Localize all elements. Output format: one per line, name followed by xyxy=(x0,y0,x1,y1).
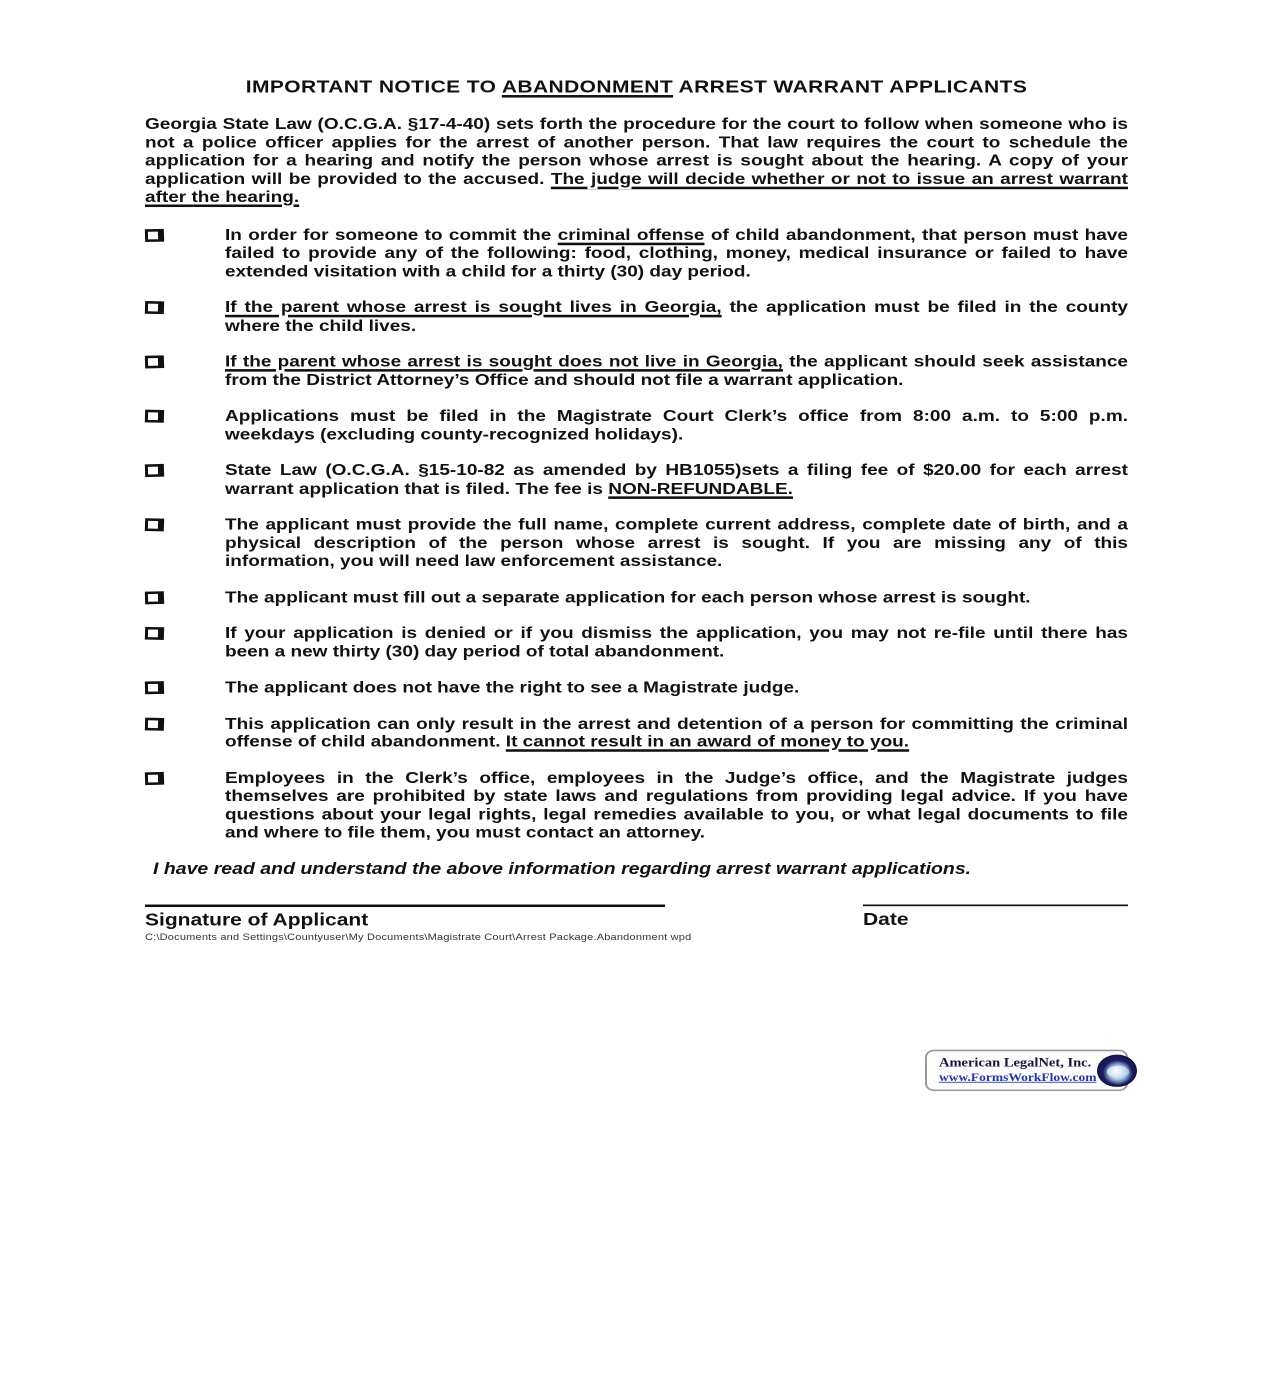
bullet-marker-column xyxy=(145,226,225,281)
signature-section xyxy=(145,905,1128,943)
bullet-marker-column xyxy=(145,462,225,498)
checkbox-icon xyxy=(145,717,164,730)
bullet-text xyxy=(225,715,1128,751)
underlined-text-segment: It cannot result in an award of money to you. xyxy=(505,733,910,751)
intro-paragraph xyxy=(145,115,1128,206)
bullet-text xyxy=(225,226,1128,281)
bullet-marker-column xyxy=(145,299,225,335)
bullet-marker-column xyxy=(145,624,225,660)
bullet-marker-column xyxy=(145,588,225,606)
text-segment: State Law (O.C.G.A. §15-10-82 as amended by HB1055)sets a filing fee of $20.00 for each arrest warrant application that is filed. The fee is xyxy=(225,461,1128,498)
bullet-marker-column xyxy=(145,679,225,697)
text-segment: If your application is denied or if you dismiss the application, you may not re-file until there has been a new thirty (30) day period of total abandonment. xyxy=(225,624,1128,661)
bullet-text xyxy=(225,353,1128,389)
bullet-text xyxy=(225,679,1128,697)
bullet-item xyxy=(145,226,1128,281)
text-segment: The applicant must provide the full name, complete current address, complete date of birth, and a physical description of the person whose arrest is sought. If you are missing any of this information, you will need law enforcement assistance. xyxy=(225,515,1128,571)
bullet-marker-column xyxy=(145,715,225,751)
underlined-text-segment: ABANDONMENT xyxy=(501,77,674,97)
text-segment: Employees in the Clerk’s office, employees in the Judge’s office, and the Magistrate judges themselves are prohibited by state laws and regulations from providing legal advice. If you have questions about your legal rights, legal remedies available to you, or what legal documents to file and where to file them, you must contact an attorney. xyxy=(225,769,1128,842)
checkbox-icon xyxy=(145,410,164,423)
bullet-text xyxy=(225,624,1128,660)
bullet-item xyxy=(145,624,1128,660)
text-segment: The applicant must fill out a separate application for each person whose arrest is sought. xyxy=(225,588,1031,607)
bullet-item xyxy=(145,407,1128,443)
text-segment: In order for someone to commit the xyxy=(225,226,558,244)
text-segment: The applicant does not have the right to see a Magistrate judge. xyxy=(225,678,800,697)
bullet-item xyxy=(145,353,1128,389)
bullet-item xyxy=(145,715,1128,751)
bullet-list xyxy=(145,226,1128,842)
bullet-marker-column xyxy=(145,516,225,571)
text-segment: Georgia State Law (O.C.G.A. §17-4-40) sets forth the procedure for the court to follow when someone who is not a police officer applies for the arrest of another person. That law requires the court to schedule the application for a hearing and notify the person whose arrest is sought about the hearing. A copy of your application will be provided to the accused. xyxy=(145,115,1128,188)
checkbox-icon xyxy=(145,301,164,314)
checkbox-icon xyxy=(145,681,164,694)
bullet-item xyxy=(145,462,1128,498)
bullet-marker-column xyxy=(145,769,225,842)
bullet-item xyxy=(145,679,1128,697)
bullet-item xyxy=(145,516,1128,571)
underlined-text-segment: If the parent whose arrest is sought does not live in Georgia, xyxy=(225,352,783,371)
checkbox-icon xyxy=(145,627,164,640)
text-segment: This application can only result in the arrest and detention of a person for committing the criminal offense of child abandonment. xyxy=(225,714,1128,751)
text-segment: the application must be filed in the county where the child lives. xyxy=(225,298,1128,335)
signature-block xyxy=(145,905,692,943)
badge-text xyxy=(939,1057,1097,1084)
text-segment: IMPORTANT NOTICE TO xyxy=(245,77,502,97)
checkbox-icon xyxy=(145,355,164,368)
document-title xyxy=(145,76,1128,98)
american-legalnet-badge xyxy=(925,1050,1128,1092)
bullet-item xyxy=(145,299,1128,335)
text-segment: of child abandonment, that person must have failed to provide any of the following: food, clothing, money, medical insurance or failed to have extended visitation with a child for a thirty (30) day period. xyxy=(225,226,1128,281)
underlined-text-segment: criminal offense xyxy=(557,226,705,244)
globe-logo-icon xyxy=(1097,1054,1137,1086)
text-segment: Applications must be filed in the Magistrate Court Clerk’s office from 8:00 a.m. to 5:00 p.m. weekdays (excluding county-recognized holidays). xyxy=(225,407,1128,444)
bullet-item xyxy=(145,588,1128,606)
bullet-text xyxy=(225,462,1128,498)
company-name: American LegalNet, Inc. xyxy=(939,1056,1092,1071)
bullet-marker-column xyxy=(145,407,225,443)
bullet-item xyxy=(145,769,1128,842)
acknowledgement-statement: I have read and understand the above information regarding arrest warrant applications. xyxy=(153,859,972,878)
checkbox-icon xyxy=(145,591,164,604)
bullet-text xyxy=(225,516,1128,571)
checkbox-icon xyxy=(145,228,164,241)
bullet-text xyxy=(225,588,1128,606)
formsworkflow-link[interactable]: www.FormsWorkFlow.com xyxy=(939,1070,1097,1084)
underlined-text-segment: The judge will decide whether or not to issue an arrest warrant after the hearing. xyxy=(145,170,1128,207)
bullet-text xyxy=(225,769,1128,842)
text-segment: ARREST WARRANT APPLICANTS xyxy=(673,77,1028,97)
checkbox-icon xyxy=(145,518,164,531)
checkbox-icon xyxy=(145,464,164,477)
bullet-text xyxy=(225,299,1128,335)
date-label: Date xyxy=(863,909,909,930)
document-file-path: C:\Documents and Settings\Countyuser\My Documents\Magistrate Court\Arrest Package.Abandonment wpd xyxy=(145,932,692,943)
text-segment: the applicant should seek assistance from the District Attorney’s Office and should not file a warrant application. xyxy=(225,352,1128,390)
underlined-text-segment: NON-REFUNDABLE. xyxy=(608,479,793,498)
underlined-text-segment: If the parent whose arrest is sought lives in Georgia, xyxy=(225,298,722,317)
checkbox-icon xyxy=(145,772,164,785)
signature-label: Signature of Applicant xyxy=(145,910,369,930)
bullet-marker-column xyxy=(145,353,225,389)
bullet-text xyxy=(225,407,1128,443)
date-block xyxy=(863,905,1128,931)
